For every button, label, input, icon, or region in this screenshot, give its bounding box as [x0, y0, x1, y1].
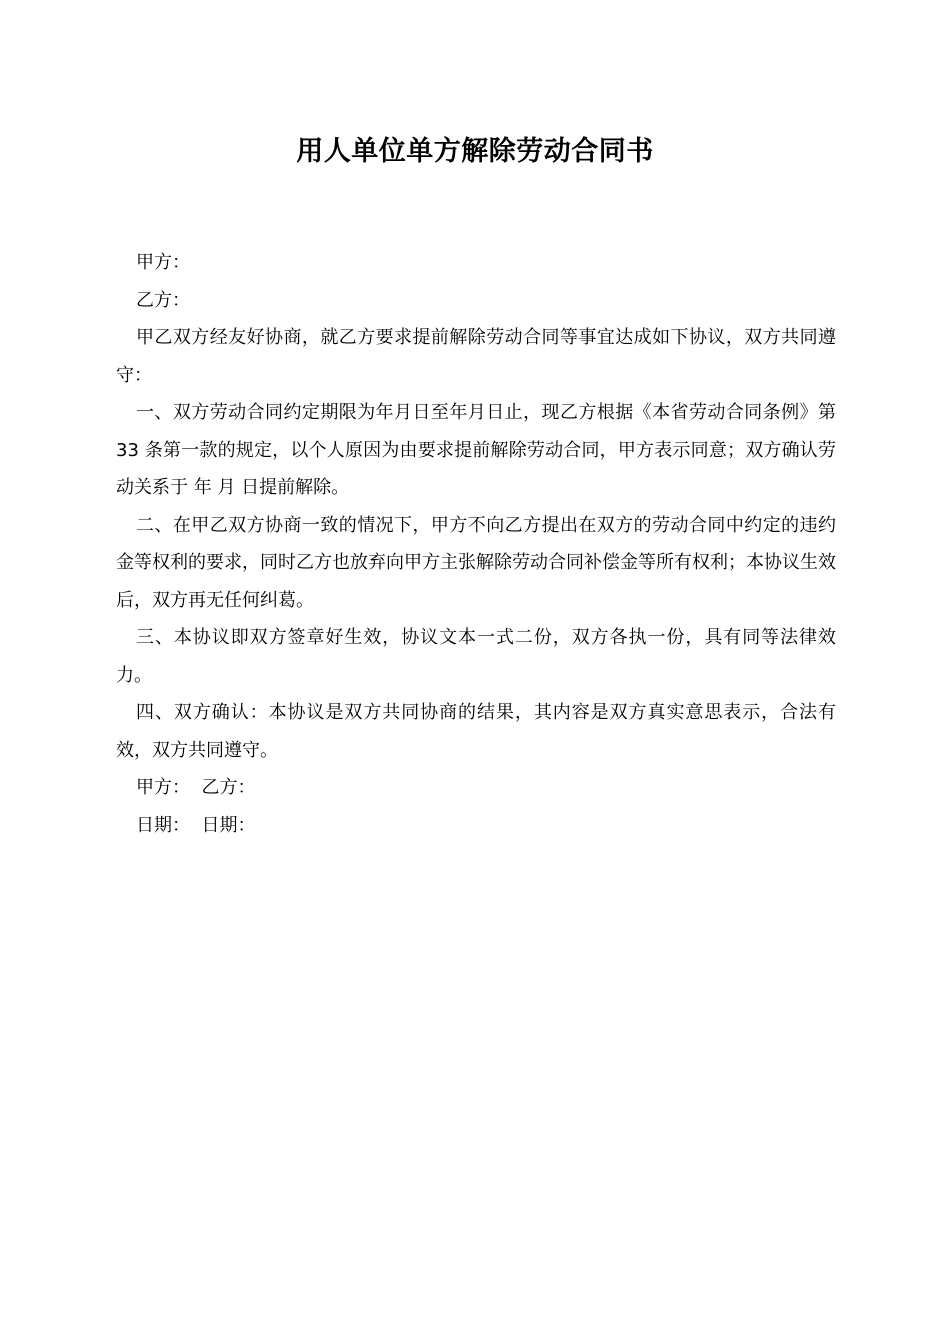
signature-party-a-label: 甲方： [136, 777, 190, 798]
party-b-line: 乙方： [136, 289, 190, 311]
signature-party-b-label: 乙方： [201, 777, 256, 798]
clause-3: 三、本协议即双方签章好生效，协议文本一式二份，双方各执一份，具有同等法律效力。 [116, 627, 836, 686]
signature-row [116, 769, 836, 807]
date-a-label: 日期： [136, 814, 190, 836]
date-row [116, 807, 836, 845]
clause-4: 四、双方确认：本协议是双方共同协商的结果，其内容是双方真实意思表示，合法有效，双方共同遵守。 [116, 702, 836, 761]
clause-2: 二、在甲乙双方协商一致的情况下，甲方不向乙方提出在双方的劳动合同中约定的违约金等权利的要求，同时乙方也放弃向甲方主张解除劳动合同补偿金等所有权利；本协议生效后，双方再无任何纠葛。 [116, 514, 836, 611]
date-b-label: 日期： [201, 814, 256, 836]
clause-1: 一、双方劳动合同约定期限为年月日至年月日止，现乙方根据《本省劳动合同条例》第 33 条第一款的规定，以个人原因为由要求提前解除劳动合同，甲方表示同意；双方确认劳动关系于 年 月 日提前解除。 [116, 402, 836, 498]
document-title: 用人单位单方解除劳动合同书 [296, 136, 654, 167]
intro-paragraph: 甲乙双方经友好协商，就乙方要求提前解除劳动合同等事宜达成如下协议，双方共同遵守： [116, 327, 836, 386]
document-body [116, 244, 836, 844]
party-a-line: 甲方： [136, 252, 190, 273]
